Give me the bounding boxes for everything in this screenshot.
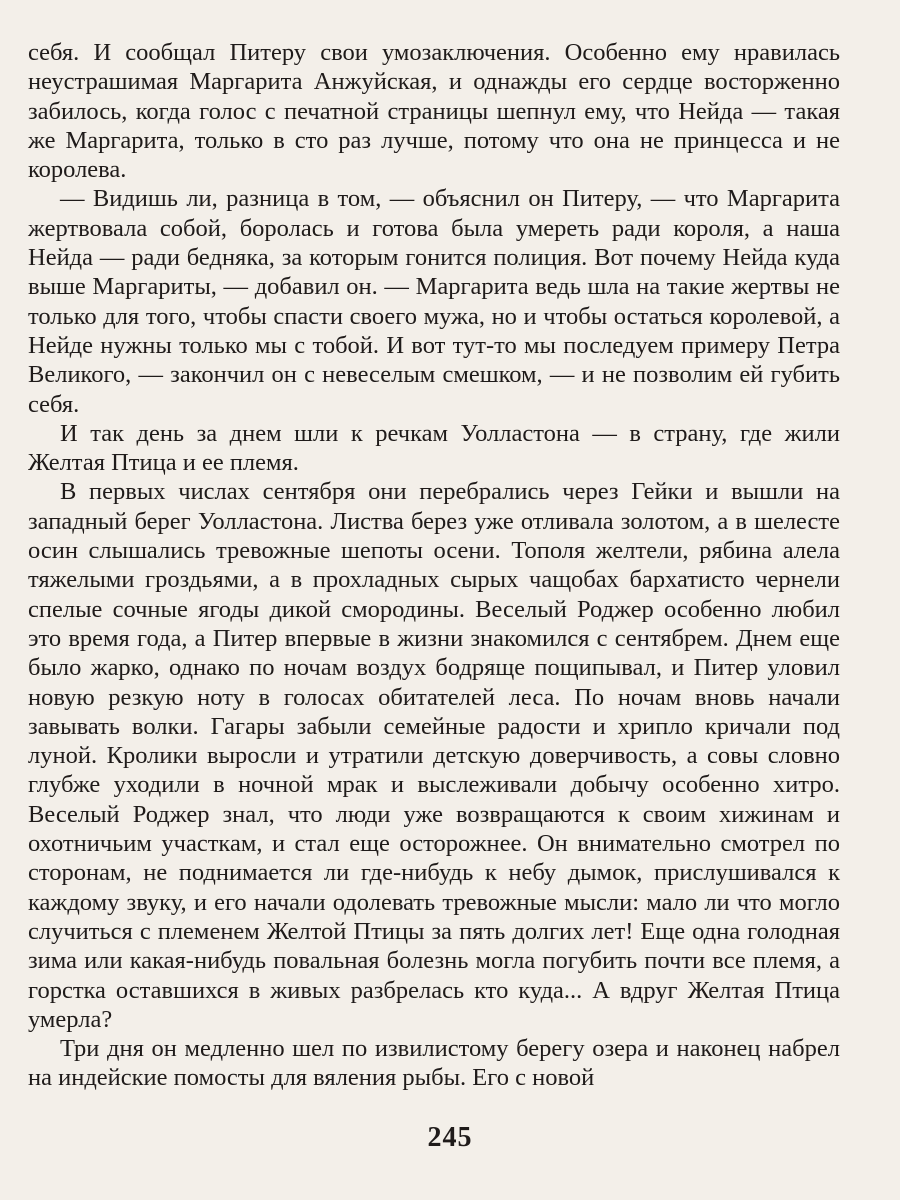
body-text [28, 38, 840, 1093]
paragraph-3: И так день за днем шли к речкам Уолластона — в страну, где жили Желтая Птица и ее племя. [28, 419, 840, 477]
page-number: 245 [427, 1122, 473, 1153]
paragraph-5: Три дня он медленно шел по извилистому берегу озера и наконец набрел на индейские помосты для вяления рыбы. Его с новой [28, 1035, 840, 1092]
paragraph-4: В первых числах сентября они перебрались через Гейки и вышли на западный берег Уолластона. Листва берез уже отливала золотом, а в шелесте осин слышались тревожные шепоты осени. Тополя желтели, рябина алела тяжелыми гроздьями, а в прохладных сырых чащобах бархатисто чернели спелые сочные ягоды дикой смородины. Веселый Роджер особенно любил это время года, а Питер впервые в жизни знакомился с сентябрем. Днем еще было жарко, однако по ночам воздух бодряще пощипывал, и Питер уловил новую резкую ноту в голосах обитателей леса. По ночам вновь начали завывать волки. Гагары забыли семейные радости и хрипло кричали под луной. Кролики выросли и утратили детскую доверчивость, а совы словно глубже уходили в ночной мрак и выслеживали добычу особенно хитро. Веселый Роджер знал, что люди уже возвращаются к своим хижинам и охотничьим участкам, и стал еще осторожнее. Он внимательно смотрел по сторонам, не поднимается ли где-нибудь к небу дымок, прислушивался к каждому звуку, и его начали одолевать тревожные мысли: мало ли что могло случиться с племенем Желтой Птицы за пять долгих лет! Еще одна голодная зима или какая-нибудь повальная болезнь могла погубить почти все племя, а горстка оставшихся в живых разбрелась кто куда... А вдруг Желтая Птица умерла? [28, 478, 840, 1033]
paragraph-1: себя. И сообщал Питеру свои умозаключения. Особенно ему нравилась неустрашимая Маргарита Анжуйская, и однажды его сердце восторженно забилось, когда голос с печатной страницы шепнул ему, что Нейда — такая же Маргарита, только в сто раз лучше, потому что она не принцесса и не королева. [28, 39, 840, 184]
paragraph-2: — Видишь ли, разница в том, — объяснил он Питеру, — что Маргарита жертвовала собой, боролась и готова была умереть ради короля, а наша Нейда — ради бедняка, за которым гонится полиция. Вот почему Нейда куда выше Маргариты, — добавил он. — Маргарита ведь шла на такие жертвы не только для того, чтобы спасти своего мужа, но и чтобы остаться королевой, а Нейде нужны только мы с тобой. И вот тут-то мы последуем примеру Петра Великого, — закончил он с невеселым смешком, — и не позволим ей губить себя. [28, 185, 840, 418]
